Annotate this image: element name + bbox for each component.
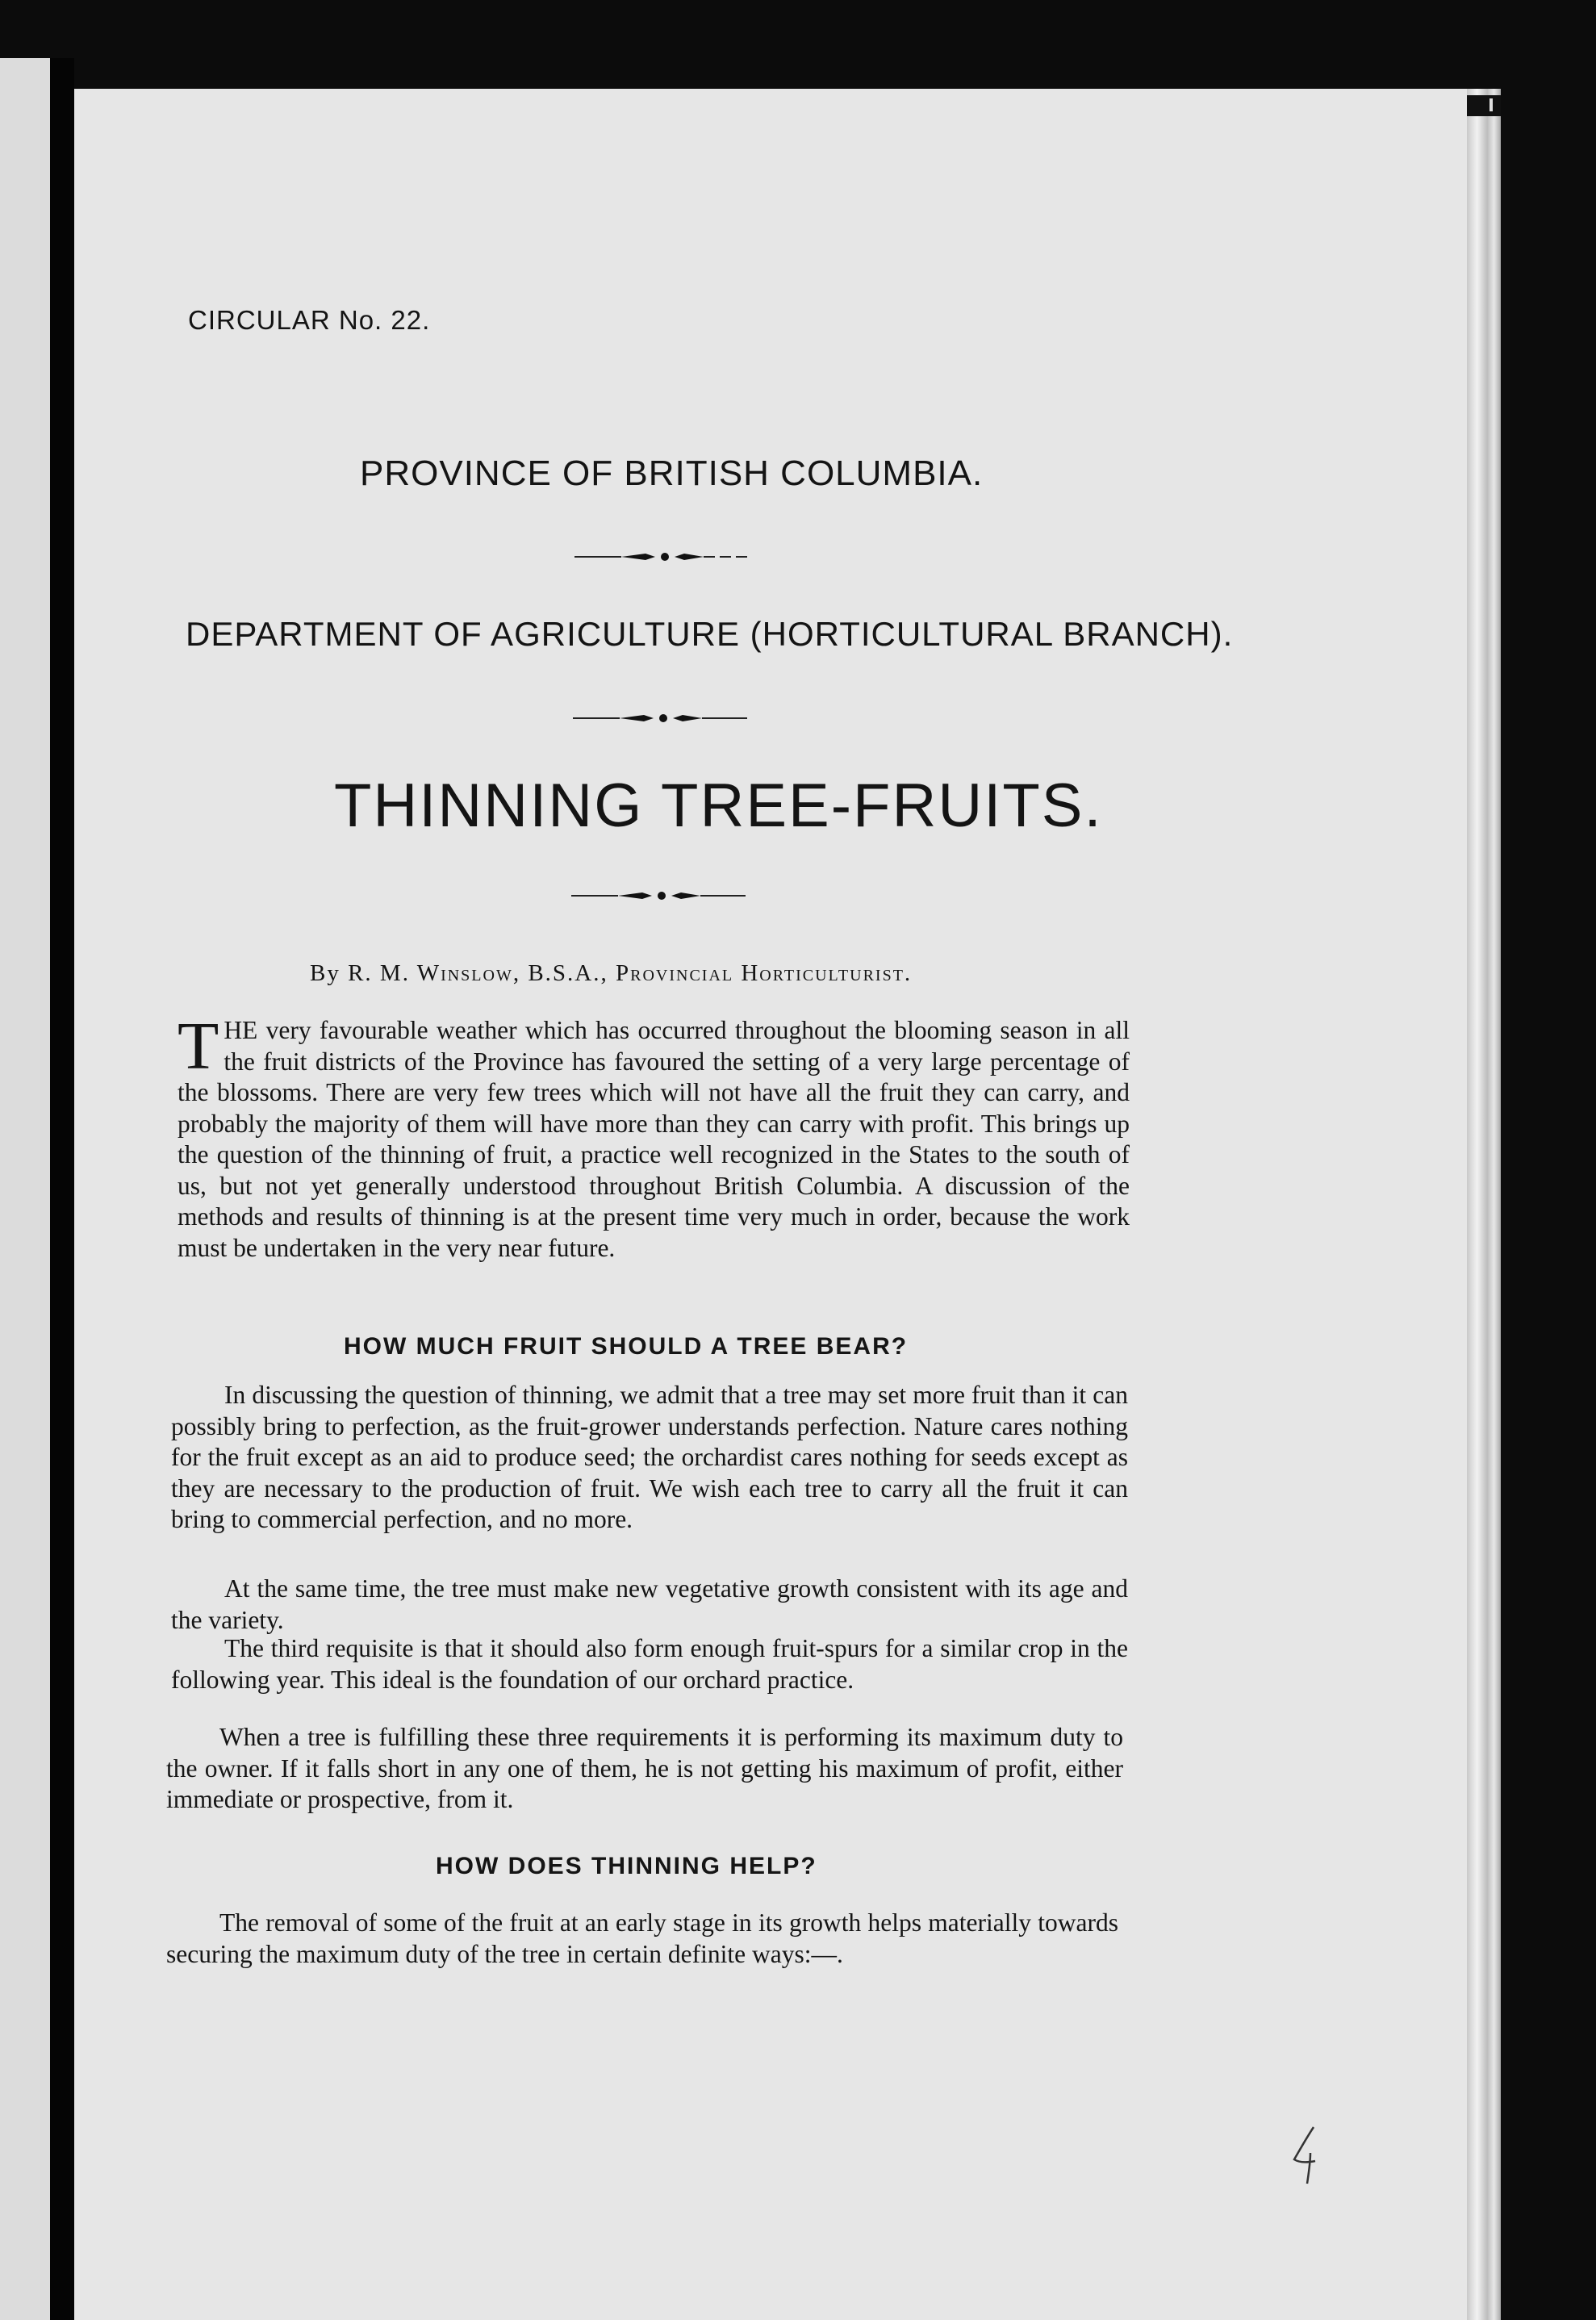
edge-mark [1489, 98, 1493, 111]
department-heading: DEPARTMENT OF AGRICULTURE (HORTICULTURAL BRANCH). [186, 615, 1234, 653]
body-paragraph: The removal of some of the fruit at an early stage in its growth helps materially towards securing the maximum duty of the tree in certain definite ways:—. [166, 1908, 1118, 1968]
section-heading: HOW DOES THINNING HELP? [436, 1853, 817, 1879]
previous-page-edge [0, 58, 50, 2320]
body-paragraph: In discussing the question of thinning, we admit that a tree may set more fruit than it can possibly bring to perfection, as the fruit-grower understands perfection. Nature cares nothing for the fruit except as an aid to produce seed; the orchardist cares nothing for seeds except as they are necessary to the production of fruit. We wish each tree to carry all the fruit it can bring to commercial perfection, and no more. [171, 1381, 1128, 1533]
circular-number: CIRCULAR No. 22. [188, 305, 431, 335]
drop-cap: T [178, 1009, 219, 1084]
edge-tab [1467, 95, 1501, 116]
byline [310, 960, 912, 987]
intro-paragraph [178, 1009, 1130, 1264]
section-heading: HOW MUCH FRUIT SHOULD A TREE BEAR? [344, 1333, 909, 1360]
ornament-divider [571, 888, 746, 904]
byline-by: By [310, 960, 341, 986]
province-heading: PROVINCE OF BRITISH COLUMBIA. [360, 454, 984, 493]
body-paragraph: When a tree is fulfilling these three requirements it is performing its maximum duty to the owner. If it falls short in any one of them, he is not getting his maximum of profit, either immediate or prospective, from it. [166, 1723, 1123, 1813]
binding-shadow [50, 58, 74, 2320]
page-edge-stack [1467, 89, 1501, 2320]
page-title: THINNING TREE-FRUITS. [334, 771, 1103, 840]
handwritten-page-number [1283, 2121, 1331, 2188]
author-name: R. M. Winslow, B.S.A., [348, 960, 608, 986]
ornament-divider [573, 710, 747, 726]
author-position: Provincial Horticulturist. [616, 960, 913, 986]
body-paragraph: The third requisite is that it should also form enough fruit-spurs for a similar crop in the following year. This ideal is the foundation of our orchard practice. [171, 1634, 1128, 1694]
ornament-divider [574, 549, 752, 565]
body-paragraph: At the same time, the tree must make new vegetative growth consistent with its age and the variety. [171, 1574, 1128, 1634]
intro-text: HE very favourable weather which has occurred throughout the blooming season in all the fruit districts of the Province has favoured the setting of a very large percentage of the blossoms. There are very few trees which will not have all the fruit they can carry, and probably the majority of them will have more than they can carry with profit. This brings up the question of the thinning of fruit, a practice well recognized in the States to the south of us, but not yet generally understood throughout British Columbia. A discussion of the methods and results of thinning is at the present time very much in order, because the work must be undertaken in the very near future. [178, 1016, 1130, 1262]
